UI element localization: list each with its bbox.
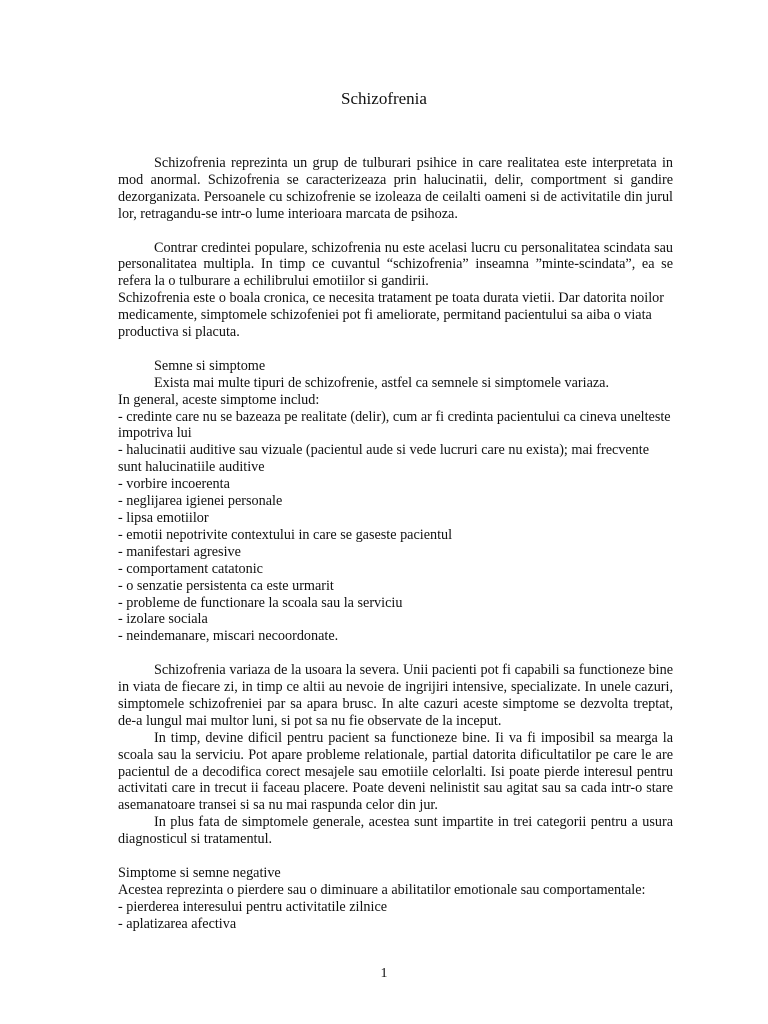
symptom-item: - comportament catatonic: [118, 560, 263, 577]
symptom-item: - halucinatii auditive sau vizuale (pacientul aude si vede lucruri care nu exista); mai frecvente sunt halucinatiile auditive: [118, 442, 650, 476]
severity-paragraph: In timp, devine dificil pentru pacient sa functioneze bine. Ii va fi imposibil sa mearga la scoala sau la serviciu. Pot apare probleme relationale, partial datorita dificultatilor pe care le are pacientul de a decodifica corect mesajele sau emotiile celorlalti. Isi poate pierde interesul pentru activitati care in trecut ii faceau placere. Poate deveni nelinistit sau agitat sau sa cada intr-o stare asemanatoare transei si sa nu mai raspunda celor din jur.: [118, 729, 673, 814]
severity-paragraph: In plus fata de simptomele generale, acestea sunt impartite in trei categorii pentru a usura diagnosticul si tratamentul.: [118, 814, 673, 848]
symptom-item: - vorbire incoerenta: [118, 476, 230, 493]
paragraph-gap: [118, 645, 673, 662]
symptom-list: [118, 409, 673, 646]
signs-intro: Exista mai multe tipuri de schizofrenie, astfel ca semnele si simptomele variaza.: [154, 374, 610, 391]
negative-list: [118, 899, 673, 933]
paragraph-gap: [118, 848, 673, 865]
symptom-item: - credinte care nu se bazeaza pe realitate (delir), cum ar fi credinta pacientului ca cineva unelteste impotriva lui: [118, 408, 671, 442]
negative-heading: Simptome si semne negative: [118, 865, 281, 881]
negative-intro: Acestea reprezinta o pierdere sau o diminuare a abilitatilor emotionale sau comportamentale:: [118, 881, 646, 898]
intro-paragraph: Contrar credintei populare, schizofrenia nu este acelasi lucru cu personalitatea scindata sau personalitatea multipla. In timp ce cuvantul “schizofrenia” inseamna ”minte-scindata”, ea se refera la o tulburare a echilibrului emotiilor si gandirii.: [118, 239, 673, 290]
symptom-item: - manifestari agresive: [118, 543, 241, 560]
symptom-item: - neindemanare, miscari necoordonate.: [118, 628, 339, 645]
signs-heading: Semne si simptome: [154, 357, 266, 374]
document-body: [118, 155, 673, 933]
negative-item: - pierderea interesului pentru activitatile zilnice: [118, 898, 388, 915]
negative-item: - aplatizarea afectiva: [118, 915, 237, 932]
symptom-item: - probleme de functionare la scoala sau la serviciu: [118, 594, 403, 611]
symptom-item: - emotii nepotrivite contextului in care se gaseste pacientul: [118, 526, 453, 543]
paragraph-gap: [118, 341, 673, 358]
paragraph-gap: [118, 223, 673, 240]
symptom-item: - izolare sociala: [118, 611, 208, 628]
severity-paragraph: Schizofrenia variaza de la usoara la severa. Unii pacienti pot fi capabili sa functioneze bine in viata de fiecare zi, in timp ce altii au nevoie de ingrijiri intensive, specializate. In unele cazuri, simptomele schizofreniei par sa apara brusc. In alte cazuri aceste simptome se dezvolta treptat, de-a lungul mai multor luni, si pot sa nu fie observate de la inceput.: [118, 662, 673, 729]
document-title: Schizofrenia: [341, 89, 427, 108]
page-number: 1: [380, 966, 388, 981]
symptom-item: - o senzatie persistenta ca este urmarit: [118, 577, 334, 594]
signs-general: In general, aceste simptome includ:: [118, 391, 320, 408]
intro-paragraph: Schizofrenia reprezinta un grup de tulburari psihice in care realitatea este interpretata in mod anormal. Schizofrenia se caracterizeaza prin halucinatii, delir, comportment si gandire dezorganizata. Persoanele cu schizofrenie se izoleaza de ceilalti oameni si de activitatile din jurul lor, retragandu-se intr-o lume interioara marcata de psihoza.: [118, 155, 673, 222]
symptom-item: - lipsa emotiilor: [118, 510, 209, 526]
chronic-paragraph: Schizofrenia este o boala cronica, ce necesita tratament pe toata durata vietii. Dar datorita noilor medicamente, simptomele schizofeniei pot fi ameliorate, permitand pacientului sa aiba o viata productiva si placuta.: [118, 290, 664, 341]
symptom-item: - neglijarea igienei personale: [118, 493, 283, 510]
